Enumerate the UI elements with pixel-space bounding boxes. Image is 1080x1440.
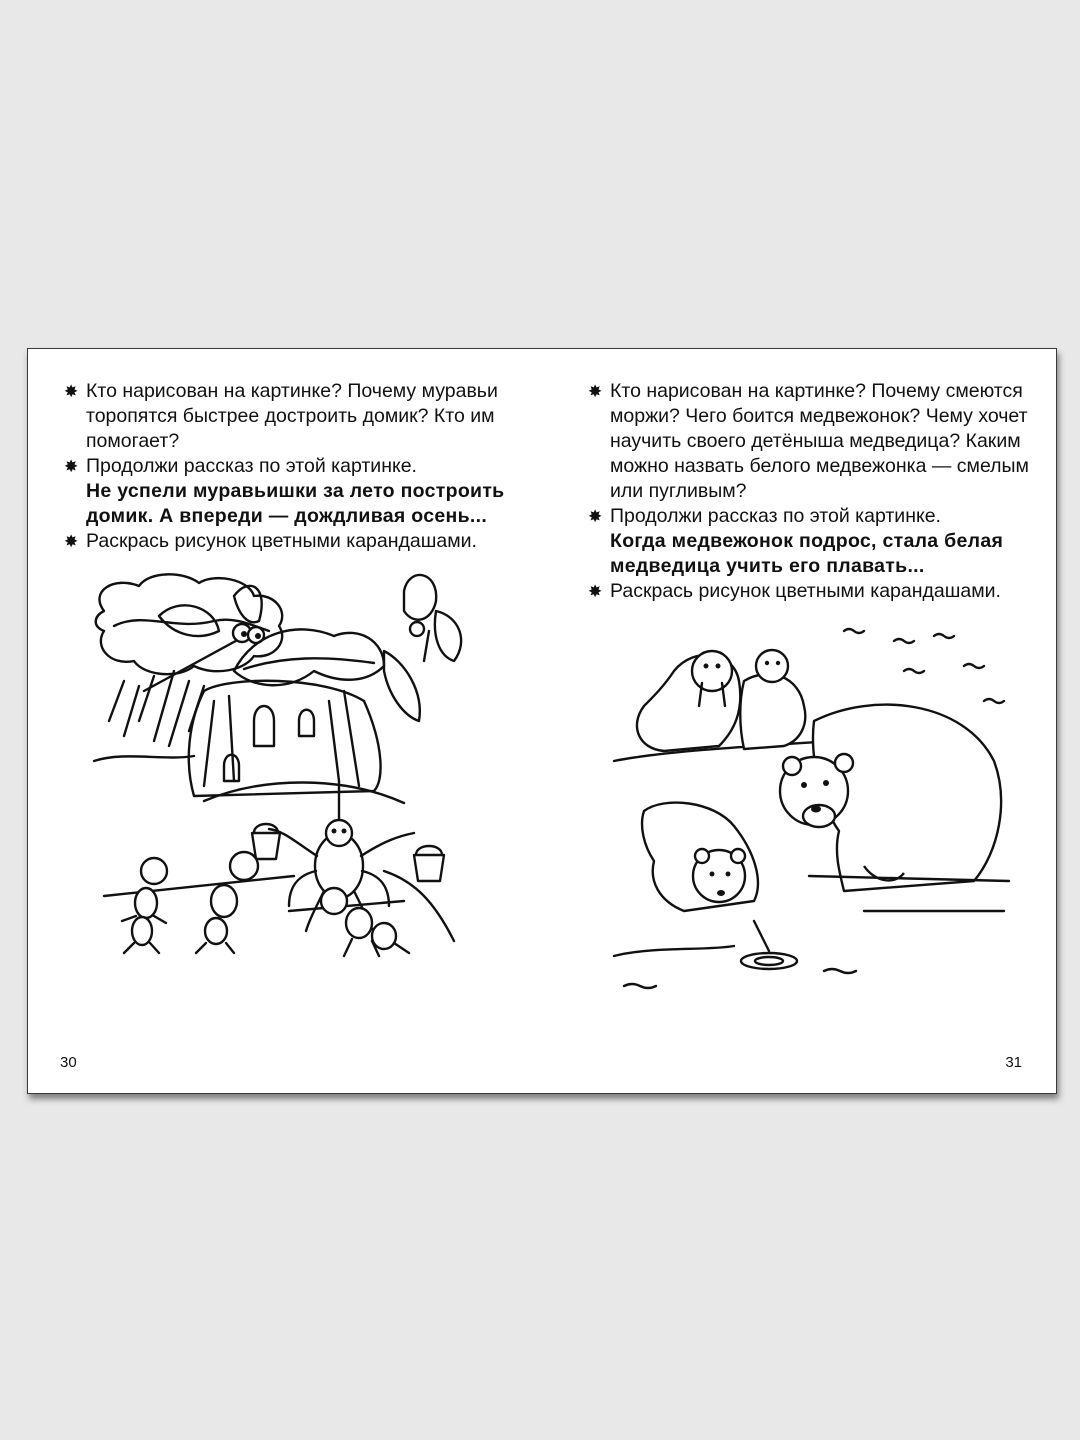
left-page [28, 349, 542, 1093]
left-question-item [64, 379, 534, 454]
left-story-start: Не успели муравьишки за лето построить домик. А впереди — дождливая осень... [86, 480, 505, 527]
asterisk-bullet-icon: ✸ [588, 382, 603, 401]
left-question-text: Кто нарисован на картинке? Почему муравьи торопятся быстрее достроить домик? Кто им помогает? [86, 380, 498, 452]
right-continue-item [588, 504, 1057, 529]
right-coloring-item [588, 579, 1057, 604]
left-continue-text: Продолжи рассказ по этой картинке. [86, 455, 417, 477]
right-coloring-text: Раскрась рисунок цветными карандашами. [610, 580, 1001, 602]
left-coloring-text: Раскрась рисунок цветными карандашами. [86, 530, 477, 552]
right-story-start: Когда медвежонок подрос, стала белая медведица учить его плавать... [610, 530, 1004, 577]
right-continue-text: Продолжи рассказ по этой картинке. [610, 505, 941, 527]
polar-bears-coloring-illustration [604, 611, 1024, 1011]
right-page [542, 349, 1056, 1093]
ants-coloring-illustration [84, 571, 484, 961]
book-spread [27, 348, 1057, 1094]
right-page-text [588, 379, 1057, 604]
asterisk-bullet-icon: ✸ [64, 382, 79, 401]
right-question-text: Кто нарисован на картинке? Почему смеются моржи? Чего боится медвежонок? Чему хочет научить своего детёныша медведица? Каким можно назвать белого медвежонка — смелым или пугливым? [610, 380, 1029, 502]
page-number-left: 30 [60, 1054, 77, 1071]
asterisk-bullet-icon: ✸ [588, 507, 603, 526]
asterisk-bullet-icon: ✸ [64, 532, 79, 551]
asterisk-bullet-icon: ✸ [588, 582, 603, 601]
asterisk-bullet-icon: ✸ [64, 457, 79, 476]
right-question-item [588, 379, 1057, 504]
left-coloring-item [64, 529, 534, 554]
page-number-right: 31 [1005, 1054, 1022, 1071]
left-page-text [64, 379, 534, 554]
left-continue-item [64, 454, 534, 479]
